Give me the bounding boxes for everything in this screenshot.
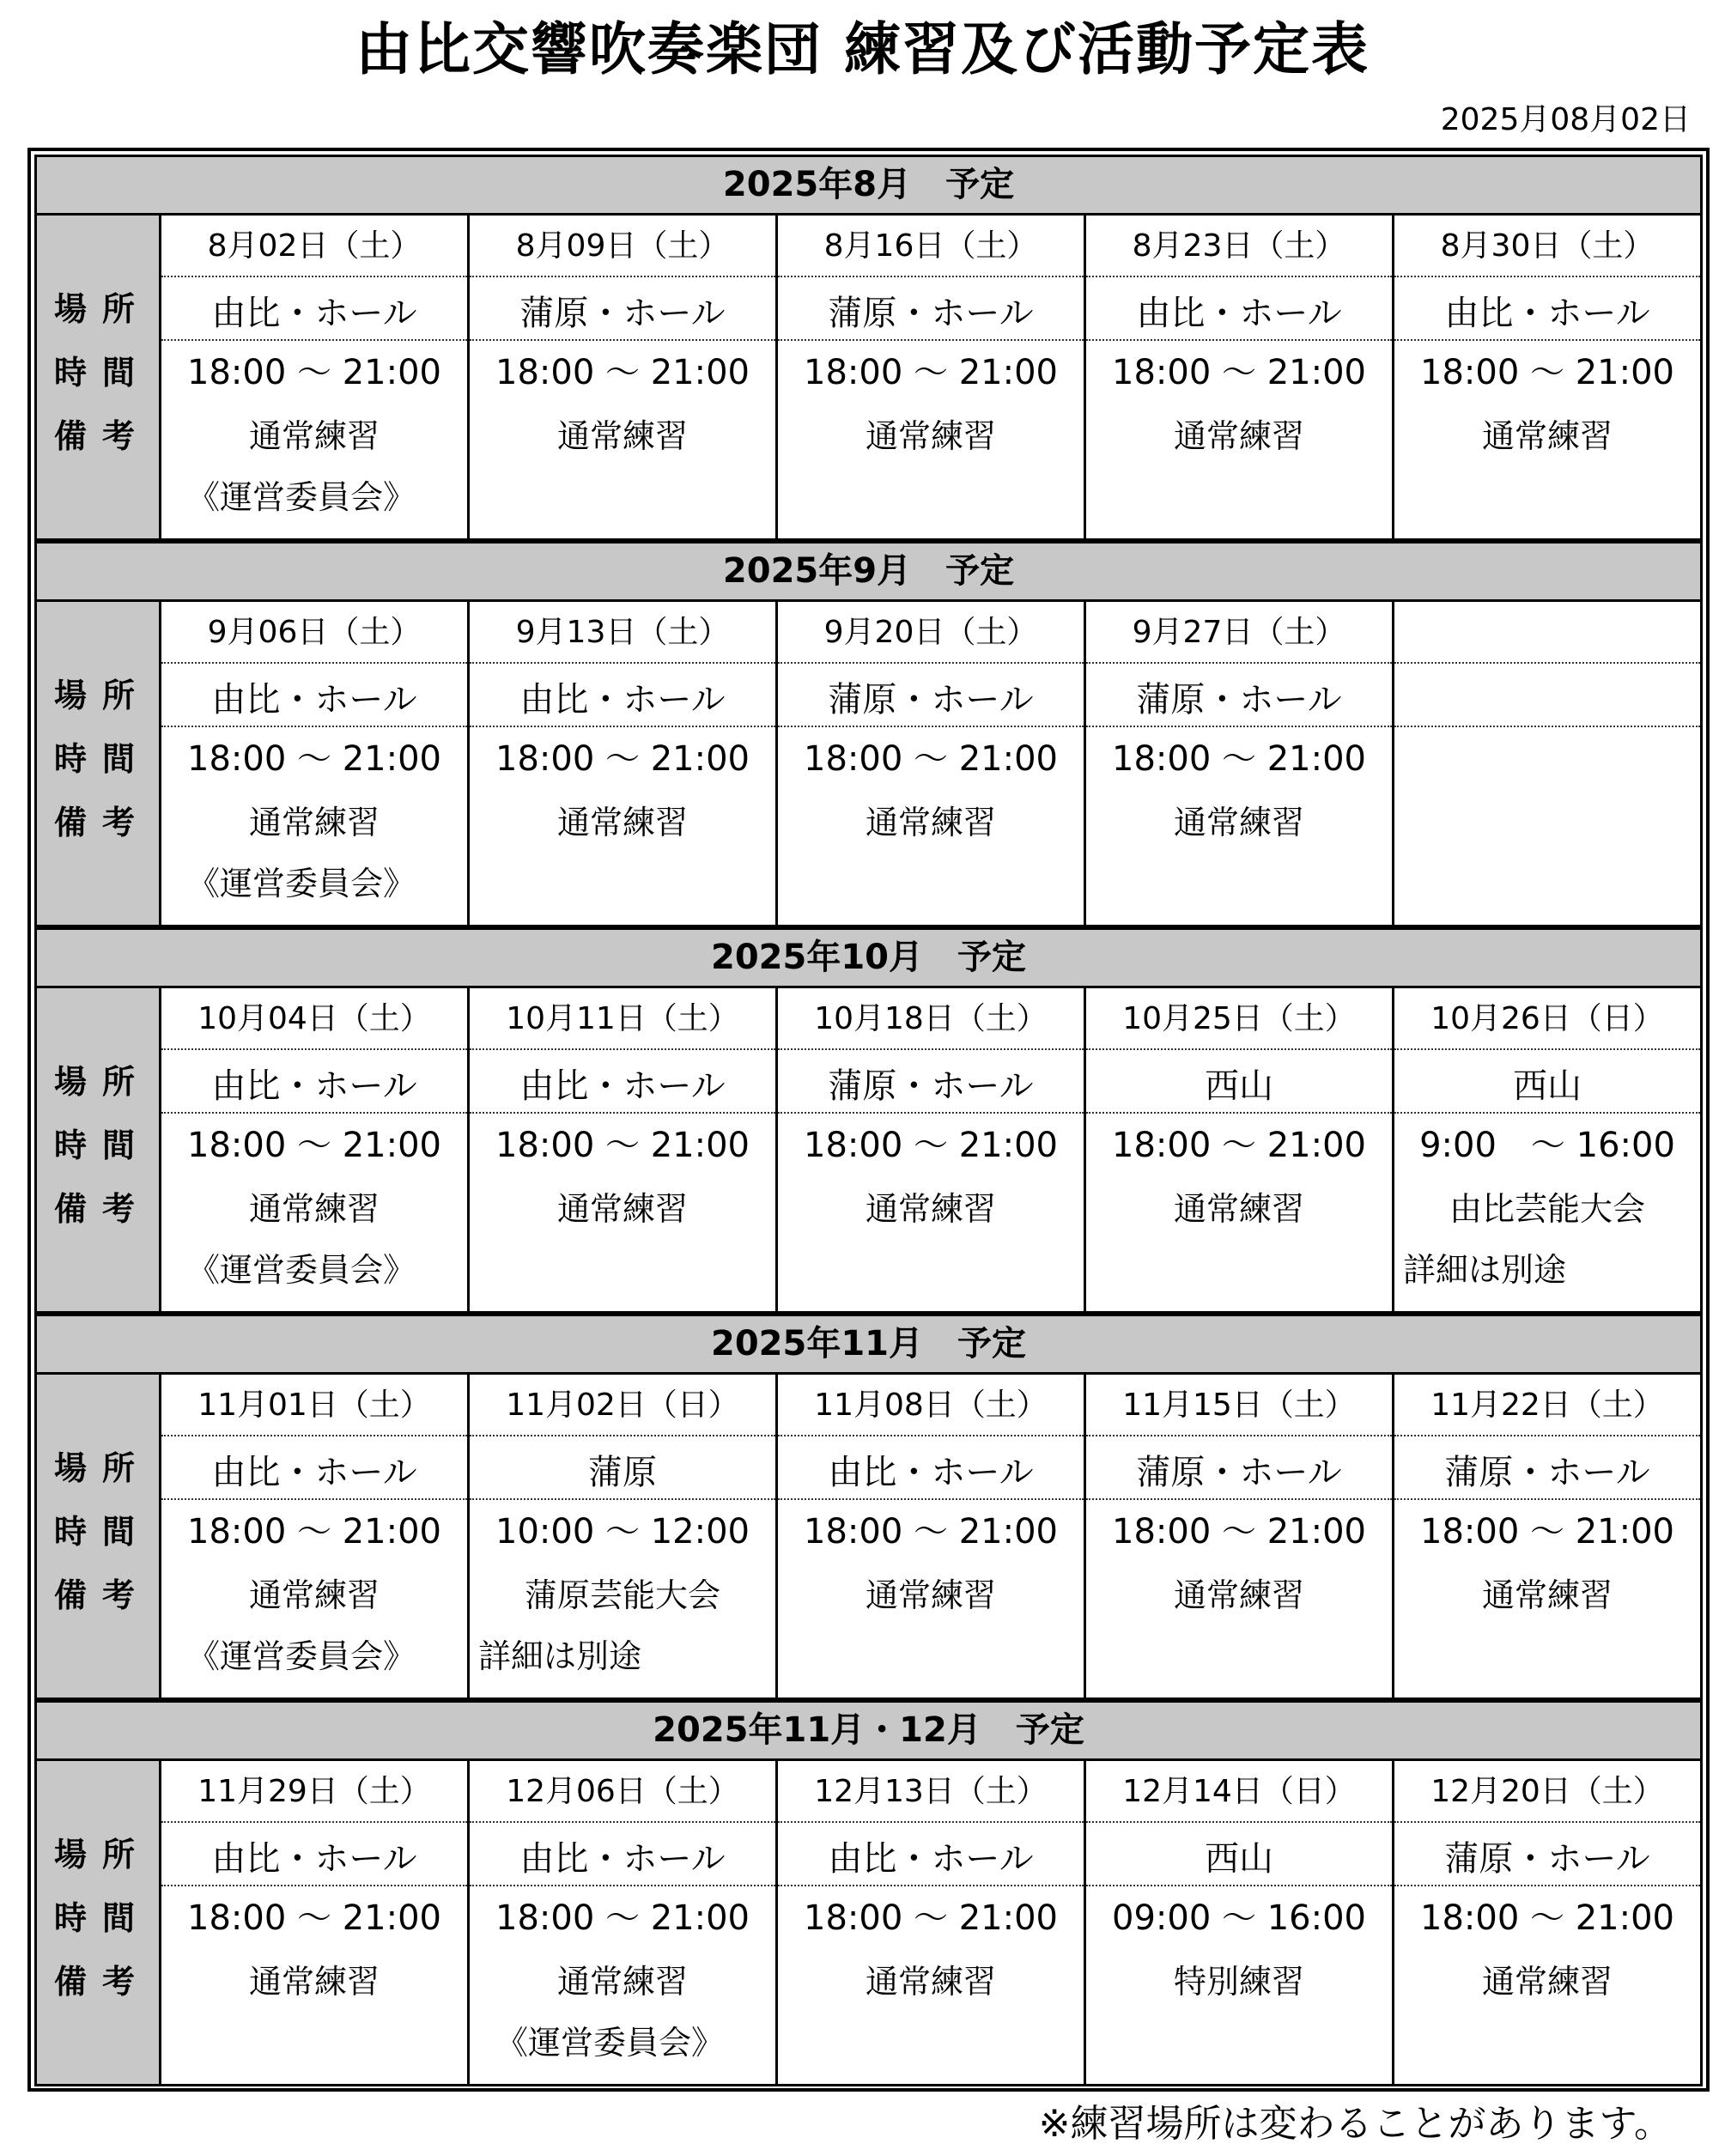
label-note: 備考 — [54, 1576, 151, 1614]
day-note: 通常練習 — [248, 1190, 380, 1228]
day-place: 西山 — [1086, 1823, 1392, 1886]
label-time: 時間 — [54, 354, 151, 392]
day-place: 西山 — [1394, 1050, 1700, 1114]
day-date: 10月25日（土） — [1086, 988, 1392, 1050]
label-place: 場所 — [54, 1449, 151, 1487]
month-header: 2025年11月 予定 — [37, 1316, 1700, 1375]
day-place: 蒲原 — [470, 1436, 775, 1500]
label-time: 時間 — [54, 1513, 151, 1551]
day-column — [1086, 1761, 1394, 2084]
day-extra-note — [778, 1627, 1084, 1697]
day-date: 8月23日（土） — [1086, 216, 1392, 277]
day-extra-note — [778, 2013, 1084, 2084]
day-note: 通常練習 — [556, 804, 688, 841]
day-note: 通常練習 — [1173, 417, 1304, 455]
day-column-empty — [1394, 602, 1700, 925]
day-column — [1394, 1761, 1700, 2084]
day-time: 9:00 ～ 16:00 — [1419, 1126, 1675, 1165]
day-date: 11月22日（土） — [1394, 1375, 1700, 1436]
label-note: 備考 — [54, 804, 151, 841]
month-header: 2025年11月・12月 予定 — [37, 1703, 1700, 1761]
day-place: 蒲原・ホール — [1086, 1436, 1392, 1500]
day-date: 12月13日（土） — [778, 1761, 1084, 1823]
day-place: 蒲原・ホール — [778, 664, 1084, 727]
day-date: 9月27日（土） — [1086, 602, 1392, 664]
day-date: 11月29日（土） — [161, 1761, 467, 1823]
day-column — [778, 602, 1086, 925]
day-place: 由比・ホール — [161, 277, 467, 341]
day-extra-note: 詳細は別途 — [1403, 1251, 1567, 1289]
month-body — [37, 1375, 1700, 1697]
day-note: 通常練習 — [1481, 1576, 1613, 1614]
day-time: 18:00 ～ 21:00 — [187, 1126, 441, 1165]
day-column — [1086, 602, 1394, 925]
day-column — [470, 602, 778, 925]
day-place: 蒲原・ホール — [470, 277, 775, 341]
label-place: 場所 — [54, 1836, 151, 1874]
day-column — [470, 216, 778, 538]
day-extra-note — [778, 468, 1084, 538]
day-time: 18:00 ～ 21:00 — [495, 1898, 750, 1938]
day-date: 12月14日（日） — [1086, 1761, 1392, 1823]
day-place: 由比・ホール — [470, 1823, 775, 1886]
day-time: 18:00 ～ 21:00 — [804, 353, 1058, 392]
day-note: 通常練習 — [556, 417, 688, 455]
day-time: 18:00 ～ 21:00 — [1112, 739, 1366, 779]
row-label-column — [37, 216, 161, 538]
day-note: 通常練習 — [865, 417, 996, 455]
day-column — [778, 1761, 1086, 2084]
day-extra-note: 《運営委員会》 — [187, 1251, 416, 1289]
day-extra-note — [778, 1241, 1084, 1311]
day-time: 18:00 ～ 21:00 — [1420, 1898, 1674, 1938]
day-note: 由比芸能大会 — [1449, 1190, 1645, 1228]
month-body — [37, 216, 1700, 538]
day-date: 8月02日（土） — [161, 216, 467, 277]
day-column — [161, 988, 470, 1311]
label-place: 場所 — [54, 1063, 151, 1101]
row-label-column — [37, 1375, 161, 1697]
day-extra-note — [778, 854, 1084, 925]
day-extra-note — [1394, 854, 1700, 925]
day-time: 18:00 ～ 21:00 — [1420, 353, 1674, 392]
day-time: 18:00 ～ 21:00 — [187, 1898, 441, 1938]
day-column — [470, 1375, 778, 1697]
day-place: 西山 — [1086, 1050, 1392, 1114]
day-note: 蒲原芸能大会 — [524, 1576, 720, 1614]
row-label-column — [37, 602, 161, 925]
day-note: 通常練習 — [1481, 417, 1613, 455]
day-time: 18:00 ～ 21:00 — [804, 1126, 1058, 1165]
day-note: 通常練習 — [1173, 804, 1304, 841]
day-extra-note: 《運営委員会》 — [187, 1637, 416, 1675]
row-label-column — [37, 988, 161, 1311]
day-column — [161, 1761, 470, 2084]
day-place: 由比・ホール — [161, 1436, 467, 1500]
schedule-table — [27, 148, 1710, 2092]
day-date — [1394, 602, 1700, 664]
day-note: 通常練習 — [248, 1963, 380, 2001]
day-extra-note — [470, 1241, 775, 1311]
day-time: 18:00 ～ 21:00 — [804, 1512, 1058, 1552]
day-note: 通常練習 — [248, 804, 380, 841]
day-place: 蒲原・ホール — [778, 1050, 1084, 1114]
label-note: 備考 — [54, 1190, 151, 1228]
label-note: 備考 — [54, 1963, 151, 2001]
day-column — [161, 1375, 470, 1697]
day-place: 蒲原・ホール — [1394, 1436, 1700, 1500]
day-time: 18:00 ～ 21:00 — [187, 1512, 441, 1552]
month-block-october — [34, 927, 1703, 1314]
day-extra-note — [161, 2013, 467, 2084]
day-date: 11月08日（土） — [778, 1375, 1084, 1436]
day-place: 蒲原・ホール — [778, 277, 1084, 341]
day-note: 特別練習 — [1173, 1963, 1304, 2001]
day-note — [1394, 791, 1700, 854]
month-block-november-december — [34, 1700, 1703, 2086]
day-extra-note — [1394, 1627, 1700, 1697]
label-time: 時間 — [54, 740, 151, 778]
day-time: 18:00 ～ 21:00 — [804, 739, 1058, 779]
day-extra-note — [1086, 854, 1392, 925]
month-body — [37, 602, 1700, 925]
month-body — [37, 1761, 1700, 2084]
day-place: 由比・ホール — [778, 1823, 1084, 1886]
day-column — [1394, 988, 1700, 1311]
day-place: 由比・ホール — [161, 664, 467, 727]
day-date: 9月06日（土） — [161, 602, 467, 664]
day-time: 18:00 ～ 21:00 — [495, 353, 750, 392]
day-date: 10月18日（土） — [778, 988, 1084, 1050]
day-column — [1394, 216, 1700, 538]
footer-note: ※練習場所は変わることがあります。 — [1038, 2102, 1672, 2146]
day-extra-note: 《運営委員会》 — [187, 478, 416, 516]
day-date: 10月04日（土） — [161, 988, 467, 1050]
day-place: 由比・ホール — [470, 1050, 775, 1114]
month-header: 2025年10月 予定 — [37, 930, 1700, 988]
month-block-september — [34, 541, 1703, 927]
day-place: 蒲原・ホール — [1086, 664, 1392, 727]
label-time: 時間 — [54, 1127, 151, 1164]
day-note: 通常練習 — [865, 804, 996, 841]
day-time: 18:00 ～ 21:00 — [187, 353, 441, 392]
day-date: 9月20日（土） — [778, 602, 1084, 664]
day-note: 通常練習 — [556, 1190, 688, 1228]
month-header: 2025年9月 予定 — [37, 544, 1700, 602]
day-date: 12月20日（土） — [1394, 1761, 1700, 1823]
month-header: 2025年8月 予定 — [37, 157, 1700, 216]
day-extra-note: 《運営委員会》 — [187, 865, 416, 902]
day-note: 通常練習 — [248, 1576, 380, 1614]
month-block-august — [34, 155, 1703, 541]
day-extra-note — [1394, 468, 1700, 538]
day-note: 通常練習 — [248, 417, 380, 455]
month-block-november — [34, 1314, 1703, 1700]
day-date: 8月16日（土） — [778, 216, 1084, 277]
day-column — [1394, 1375, 1700, 1697]
day-column — [161, 602, 470, 925]
label-note: 備考 — [54, 417, 151, 455]
day-time: 09:00 ～ 16:00 — [1112, 1898, 1366, 1938]
day-time: 18:00 ～ 21:00 — [495, 1126, 750, 1165]
label-place: 場所 — [54, 290, 151, 328]
day-note: 通常練習 — [865, 1576, 996, 1614]
day-date: 10月11日（土） — [470, 988, 775, 1050]
day-place: 由比・ホール — [1394, 277, 1700, 341]
day-column — [161, 216, 470, 538]
day-extra-note — [1086, 1241, 1392, 1311]
day-column — [1086, 216, 1394, 538]
day-place: 蒲原・ホール — [1394, 1823, 1700, 1886]
day-time: 18:00 ～ 21:00 — [1112, 1126, 1366, 1165]
day-note: 通常練習 — [865, 1190, 996, 1228]
day-extra-note — [470, 468, 775, 538]
document-title: 由比交響吹奏楽団 練習及び活動予定表 — [355, 16, 1370, 82]
day-column — [1086, 1375, 1394, 1697]
day-extra-note — [1086, 1627, 1392, 1697]
day-note: 通常練習 — [556, 1963, 688, 2001]
day-extra-note: 《運営委員会》 — [495, 2024, 725, 2062]
day-note: 通常練習 — [1173, 1576, 1304, 1614]
day-place: 由比・ホール — [778, 1436, 1084, 1500]
day-extra-note: 詳細は別途 — [478, 1637, 642, 1675]
day-place: 由比・ホール — [470, 664, 775, 727]
day-place: 由比・ホール — [1086, 277, 1392, 341]
day-time — [1394, 727, 1700, 791]
day-date: 12月06日（土） — [470, 1761, 775, 1823]
day-place: 由比・ホール — [161, 1823, 467, 1886]
day-column — [470, 1761, 778, 2084]
day-note: 通常練習 — [865, 1963, 996, 2001]
day-date: 11月15日（土） — [1086, 1375, 1392, 1436]
month-body — [37, 988, 1700, 1311]
day-column — [778, 1375, 1086, 1697]
day-date: 8月30日（土） — [1394, 216, 1700, 277]
day-column — [1086, 988, 1394, 1311]
day-date: 8月09日（土） — [470, 216, 775, 277]
day-time: 18:00 ～ 21:00 — [495, 739, 750, 779]
row-label-column — [37, 1761, 161, 2084]
day-time: 10:00 ～ 12:00 — [495, 1512, 750, 1552]
day-date: 10月26日（日） — [1394, 988, 1700, 1050]
day-column — [778, 216, 1086, 538]
day-extra-note — [470, 854, 775, 925]
day-time: 18:00 ～ 21:00 — [804, 1898, 1058, 1938]
day-extra-note — [1394, 2013, 1700, 2084]
day-extra-note — [1086, 468, 1392, 538]
day-place — [1394, 664, 1700, 727]
day-time: 18:00 ～ 21:00 — [1112, 1512, 1366, 1552]
day-column — [470, 988, 778, 1311]
day-extra-note — [1086, 2013, 1392, 2084]
day-place: 由比・ホール — [161, 1050, 467, 1114]
day-note: 通常練習 — [1481, 1963, 1613, 2001]
day-column — [778, 988, 1086, 1311]
day-date: 11月02日（日） — [470, 1375, 775, 1436]
day-date: 11月01日（土） — [161, 1375, 467, 1436]
day-time: 18:00 ～ 21:00 — [1112, 353, 1366, 392]
day-note: 通常練習 — [1173, 1190, 1304, 1228]
label-time: 時間 — [54, 1899, 151, 1937]
day-date: 9月13日（土） — [470, 602, 775, 664]
day-time: 18:00 ～ 21:00 — [187, 739, 441, 779]
label-place: 場所 — [54, 677, 151, 714]
issue-date: 2025月08月02日 — [1440, 102, 1691, 137]
day-time: 18:00 ～ 21:00 — [1420, 1512, 1674, 1552]
